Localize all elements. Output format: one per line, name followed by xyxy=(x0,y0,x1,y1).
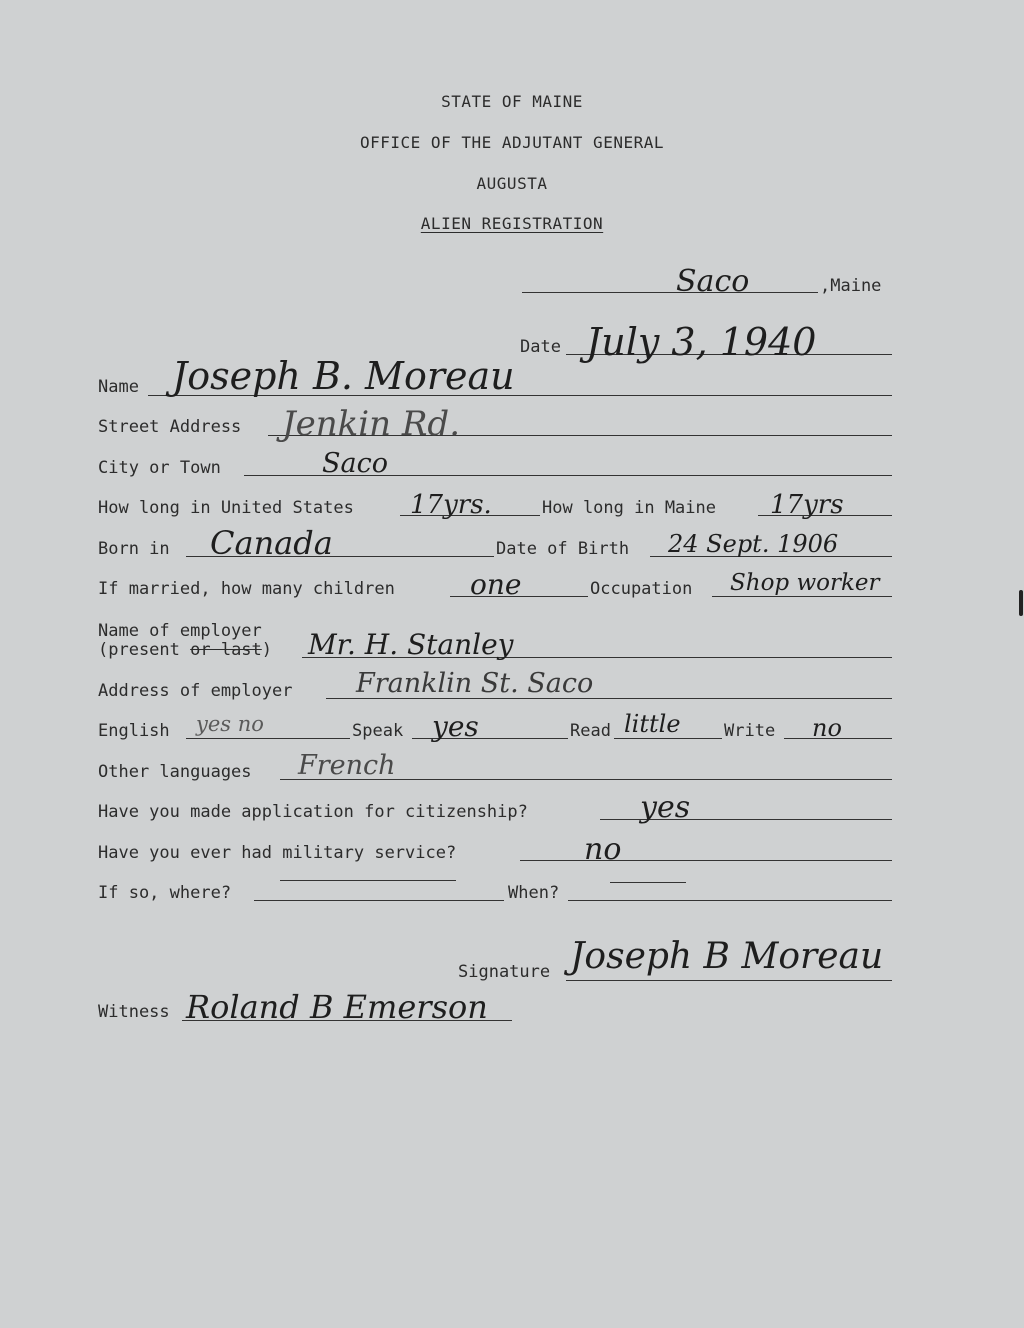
where-dash-mark xyxy=(280,880,456,881)
city-label: City or Town xyxy=(98,458,221,478)
citizenship-value: yes xyxy=(640,790,691,825)
how-long-maine-label: How long in Maine xyxy=(542,498,716,518)
scan-edge-mark xyxy=(1019,590,1023,616)
read-label: Read xyxy=(570,721,611,741)
occupation-line xyxy=(712,596,892,597)
write-label: Write xyxy=(724,721,776,741)
signature-line xyxy=(566,980,892,981)
employer-address-value: Franklin St. Saco xyxy=(356,668,594,699)
city-value: Saco xyxy=(322,448,388,479)
maine-label: ,Maine xyxy=(820,276,882,296)
english-value: yes no xyxy=(196,712,264,736)
employer-label-2: (present or last) xyxy=(98,640,273,660)
street-value: Jenkin Rd. xyxy=(282,404,461,444)
occupation-label: Occupation xyxy=(590,579,693,599)
dob-value: 24 Sept. 1906 xyxy=(668,530,839,558)
when-dash-mark xyxy=(610,882,686,883)
employer-label-1: Name of employer xyxy=(98,621,262,641)
dob-label: Date of Birth xyxy=(496,539,630,559)
speak-value: yes xyxy=(432,710,479,743)
when-label: When? xyxy=(508,883,560,903)
other-languages-value: French xyxy=(298,750,396,781)
english-line xyxy=(186,738,350,739)
employer-address-label: Address of employer xyxy=(98,681,293,701)
struck-text: or last xyxy=(190,640,262,660)
military-line xyxy=(520,860,892,861)
date-value: July 3, 1940 xyxy=(586,320,817,364)
employer-value: Mr. H. Stanley xyxy=(308,628,514,661)
write-value: no xyxy=(812,714,842,742)
form-title: ALIEN REGISTRATION xyxy=(420,214,604,233)
name-value: Joseph B. Moreau xyxy=(172,354,515,398)
when-line xyxy=(568,900,892,901)
how-long-us-value: 17yrs. xyxy=(410,490,492,520)
where-label: If so, where? xyxy=(98,883,232,903)
name-label: Name xyxy=(98,377,139,397)
signature-value: Joseph B Moreau xyxy=(570,936,884,977)
other-languages-label: Other languages xyxy=(98,762,252,782)
military-value: no xyxy=(584,832,622,867)
witness-value: Roland B Emerson xyxy=(186,988,488,1026)
military-label: Have you ever had military service? xyxy=(98,843,457,863)
read-line xyxy=(614,738,722,739)
speak-label: Speak xyxy=(352,721,404,741)
town-line xyxy=(522,292,818,293)
signature-label: Signature xyxy=(458,962,551,982)
state-heading: STATE OF MAINE xyxy=(441,92,583,111)
citizenship-label: Have you made application for citizenship? xyxy=(98,802,528,822)
street-label: Street Address xyxy=(98,417,242,437)
born-in-label: Born in xyxy=(98,539,170,559)
how-long-us-label: How long in United States xyxy=(98,498,354,518)
born-in-value: Canada xyxy=(210,524,333,562)
read-value: little xyxy=(624,710,681,738)
children-value: one xyxy=(470,568,522,601)
where-line xyxy=(254,900,504,901)
office-heading: OFFICE OF THE ADJUTANT GENERAL xyxy=(360,133,664,152)
english-label: English xyxy=(98,721,170,741)
how-long-maine-value: 17yrs xyxy=(770,490,844,520)
town-value: Saco xyxy=(676,264,750,299)
occupation-value: Shop worker xyxy=(730,570,880,596)
city-heading: AUGUSTA xyxy=(476,174,548,193)
witness-label: Witness xyxy=(98,1002,170,1022)
date-label: Date xyxy=(520,337,561,357)
children-label: If married, how many children xyxy=(98,579,395,599)
